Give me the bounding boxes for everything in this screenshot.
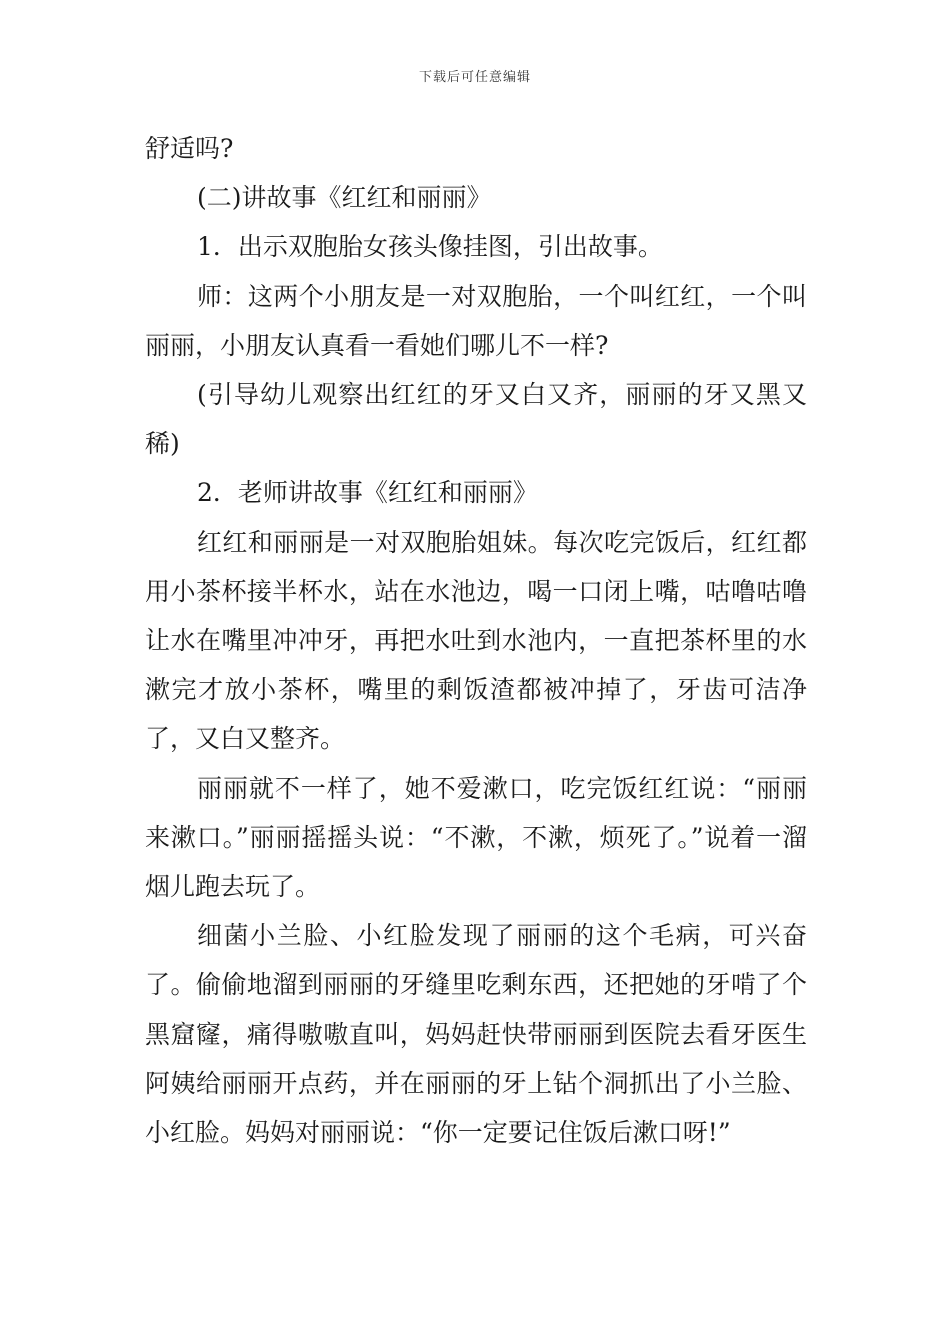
guidance-note-paragraph: (引导幼儿观察出红红的牙又白又齐，丽丽的牙又黑又稀) <box>145 380 807 459</box>
step-2-heading: 2．老师讲故事《红红和丽丽》 <box>197 478 538 508</box>
document-body <box>145 124 807 1157</box>
story-paragraph-2: 丽丽就不一样了，她不爱漱口，吃完饭红红说：“丽丽来漱口。”丽丽摇摇头说：“不漱，不漱，烦死了。”说着一溜烟儿跑去玩了。 <box>145 773 807 902</box>
section-heading-story: (二)讲故事《红红和丽丽》 <box>197 183 492 213</box>
step-1-heading: 1．出示双胞胎女孩头像挂图，引出故事。 <box>197 232 663 262</box>
teacher-question-paragraph: 师：这两个小朋友是一对双胞胎，一个叫红红，一个叫丽丽，小朋友认真看一看她们哪儿不一样? <box>145 281 807 360</box>
story-paragraph-1: 红红和丽丽是一对双胞胎姐妹。每次吃完饭后，红红都用小茶杯接半杯水，站在水池边，喝一口闭上嘴，咕噜咕噜让水在嘴里冲冲牙，再把水吐到水池内，一直把茶杯里的水漱完才放小茶杯，嘴里的剩饭渣都被冲掉了，牙齿可洁净了，又白又整齐。 <box>145 527 807 754</box>
story-paragraph-3: 细菌小兰脸、小红脸发现了丽丽的这个毛病，可兴奋了。偷偷地溜到丽丽的牙缝里吃剩东西，还把她的牙啃了个黑窟窿，痛得嗷嗷直叫，妈妈赶快带丽丽到医院去看牙医生阿姨给丽丽开点药，并在丽丽的牙上钻个洞抓出了小兰脸、小红脸。妈妈对丽丽说：“你一定要记住饭后漱口呀!” <box>145 921 807 1148</box>
paragraph-continuation: 舒适吗? <box>145 134 234 163</box>
page-header: 下载后可任意编辑 <box>418 70 531 85</box>
